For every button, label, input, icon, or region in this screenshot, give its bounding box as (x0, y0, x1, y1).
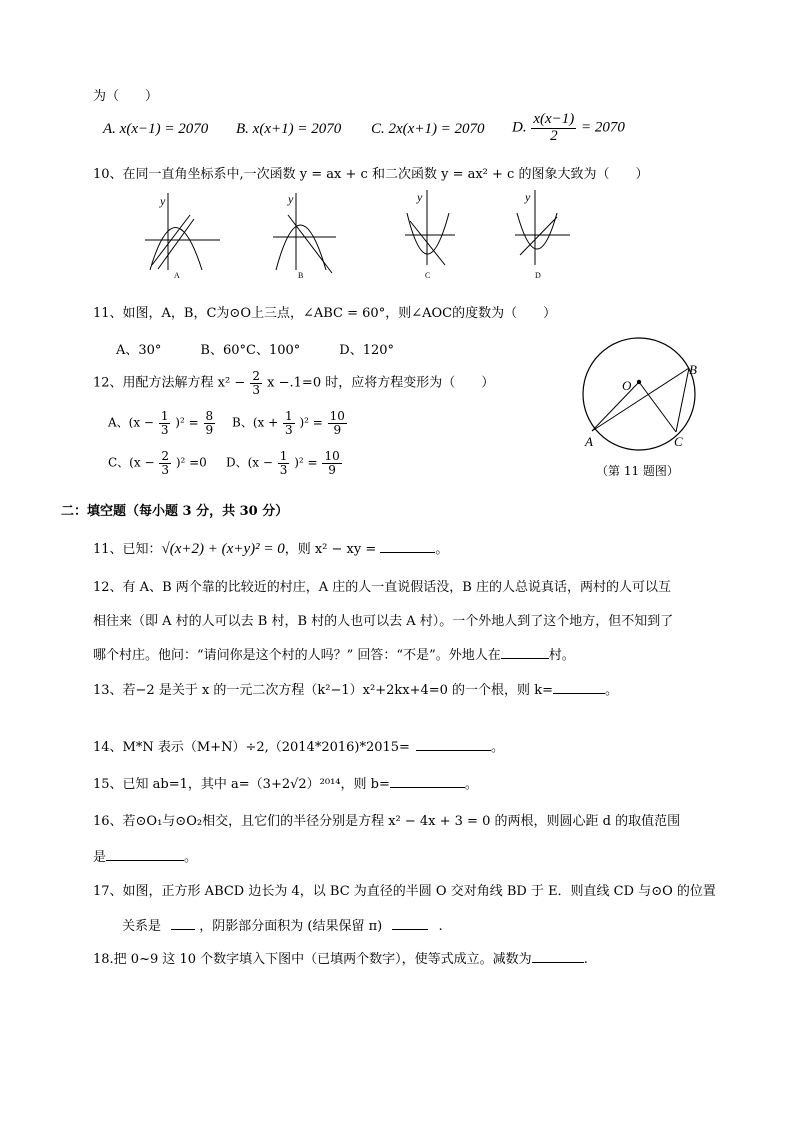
svg-text:A: A (174, 271, 180, 280)
fill-12-line2: 相往来（即 A 村的人可以去 B 村，B 村的人也可以去 A 村）。一个外地人到了这个地方，但不知到了 (93, 614, 674, 629)
svg-text:D: D (535, 271, 541, 280)
svg-text:B: B (298, 271, 304, 280)
q11-options: A、30° B、60°C、100° D、120° (116, 343, 395, 358)
fill-16-line1: 16、若⊙O₁与⊙O₂相交，且它们的半径分别是方程 x² − 4x + 3 = 0 的两根，则圆心距 d 的取值范围 (93, 814, 681, 829)
svg-text:C: C (425, 271, 431, 280)
q10-question: 10、在同一直角坐标系中,一次函数 y = ax + c 和二次函数 y = ax² + c 的图象大致为（ ） (93, 167, 649, 182)
answer-blank[interactable] (171, 917, 195, 930)
q9-option-c: C. 2x(x+1) = 2070 (371, 121, 485, 137)
svg-text:y: y (417, 190, 423, 204)
graph-a (145, 193, 220, 280)
answer-blank[interactable] (501, 646, 549, 659)
q12-option-a: A、(x − $\frac{1}{3}$ )² = $\frac{8}{9}$ (108, 409, 214, 437)
fill-14: 14、M*N 表示（M+N）÷2,（2014*2016)*2015= 。 (93, 740, 504, 755)
answer-blank[interactable] (106, 848, 184, 861)
q12-option-b: B、(x + $\frac{1}{3}$ )² = $\frac{10}{9}$ (232, 409, 345, 437)
q12-option-c: C、(x − $\frac{2}{3}$ )² =0 (108, 449, 207, 477)
answer-blank[interactable] (416, 738, 491, 751)
fill-16-line2: 是 。 (93, 850, 198, 865)
svg-text:O: O (622, 378, 632, 393)
q10-graphs (140, 185, 590, 280)
fill-11: 11、已知：√(x+2) + (x+y)² = 0，则 x² − xy = 。 (93, 541, 449, 557)
fill-17-line1: 17、如图，正方形 ABCD 边长为 4，以 BC 为直径的半圆 O 交对角线 BD 于 E．则直线 CD 与⊙O 的位置 (93, 884, 716, 899)
fill-12-line3: 哪个村庄。他问：“请问你是这个村的人吗？” 回答：“不是”。外地人在 村。 (93, 648, 575, 663)
svg-text:B: B (689, 362, 697, 377)
q9-line: 为（ ） (93, 89, 159, 104)
fill-12-line1: 12、有 A、B 两个靠的比较近的村庄，A 庄的人一直说假话没，B 庄的人总说真话，两村的人可以互 (93, 580, 671, 595)
answer-blank[interactable] (553, 681, 605, 694)
graph-d (515, 190, 570, 280)
q12-question: 12、用配方法解方程 x² − $\frac{2}{3}$ x −.1=0 时，应将方程变形为（ ） (93, 369, 495, 397)
svg-text:A: A (585, 434, 593, 449)
svg-text:y: y (160, 194, 166, 208)
q9-option-a: A. x(x−1) = 2070 (103, 121, 209, 137)
graph-b (273, 192, 336, 280)
answer-blank[interactable] (390, 775, 465, 788)
q9-option-b: B. x(x+1) = 2070 (236, 121, 342, 137)
answer-blank[interactable] (392, 917, 428, 930)
q9-option-d: D. $\frac{x(x-1)}{2}$ = 2070 (512, 111, 625, 144)
q12-option-d: D、(x − $\frac{1}{3}$ )² = $\frac{10}{9}$ (226, 449, 340, 477)
graph-c (405, 190, 455, 280)
q11-figure (575, 330, 710, 480)
q11-question: 11、如图，A，B，C为⊙O上三点，∠ABC = 60°，则∠AOC的度数为（ ） (93, 306, 557, 321)
fill-18: 18.把 0~9 这 10 个数字填入下图中（已填两个数字），使等式成立。减数为 . (93, 952, 588, 967)
fill-15: 15、已知 ab=1，其中 a=（3+2√2）²⁰¹⁴，则 b= 。 (93, 777, 478, 792)
svg-text:y: y (288, 192, 294, 206)
q11-caption: （第 11 题图） (596, 464, 679, 478)
answer-blank[interactable] (380, 540, 435, 553)
fill-13: 13、若−2 是关于 x 的一元二次方程（k²−1）x²+2kx+4=0 的一个根，则 k= 。 (93, 683, 618, 698)
answer-blank[interactable] (532, 950, 584, 963)
fill-17-line2: 关系是 ，阴影部分面积为 (结果保留 π) . (122, 919, 443, 934)
section-heading: 二：填空题（每小题 3 分，共 30 分） (61, 504, 289, 519)
svg-text:C: C (674, 434, 683, 449)
svg-text:y: y (525, 190, 531, 204)
